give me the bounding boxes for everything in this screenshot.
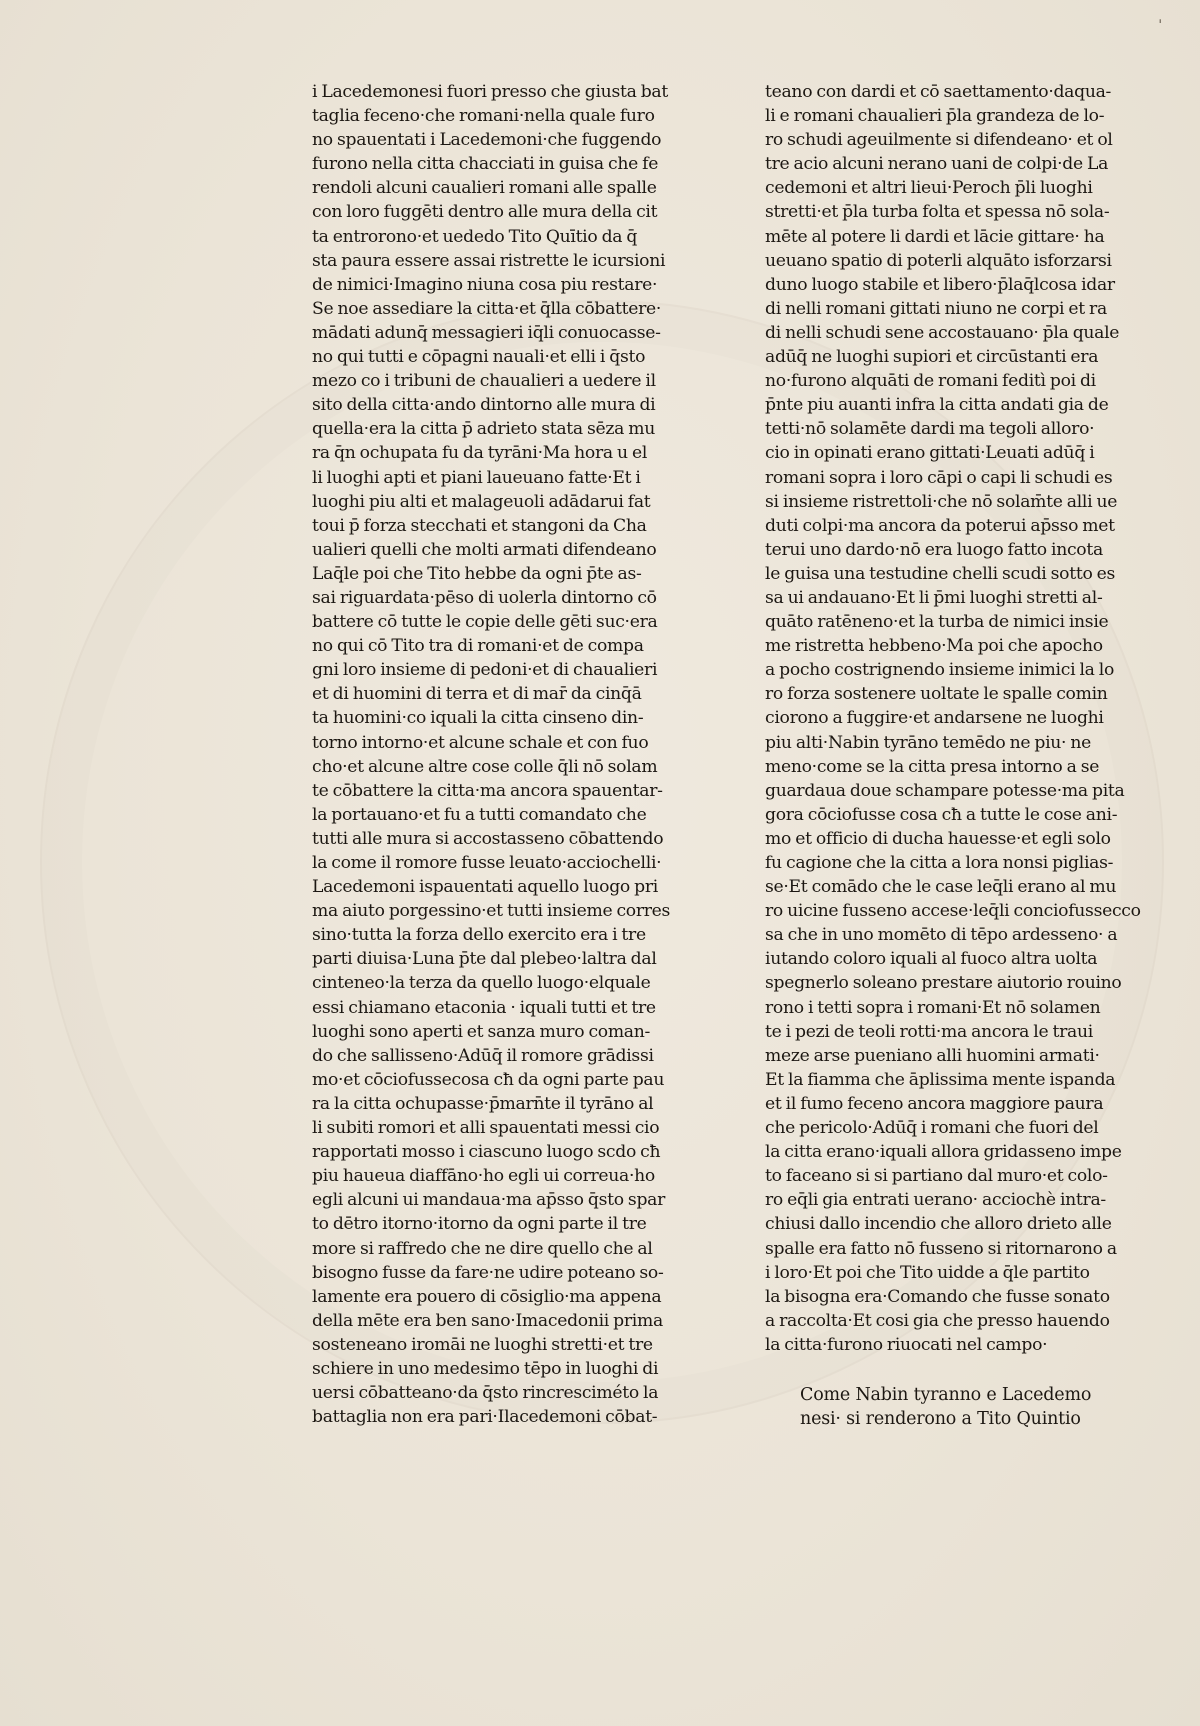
right-text-column: [765, 80, 1141, 1357]
text-line: more si raffredo che ne dire quello che al: [312, 1238, 653, 1259]
text-line: le guisa una testudine chelli scudi sotto es: [765, 563, 1116, 584]
text-line: sosteneano iromāi ne luoghi stretti·et tre: [312, 1334, 653, 1355]
text-line: ro uicine fusseno accese·leq̄li conciofussecco: [765, 901, 1141, 922]
text-line: te cōbattere la citta·ma ancora spauentar-: [312, 780, 663, 801]
text-line: i loro·Et poi che Tito uidde a q̄le partito: [765, 1262, 1090, 1283]
text-line: ro schudi ageuilmente si difendeano· et ol: [765, 130, 1113, 151]
text-line: chiusi dallo incendio che alloro drieto alle: [765, 1214, 1112, 1235]
text-line: piu haueua diaffāno·ho egli ui correua·ho: [312, 1166, 655, 1187]
text-line: la come il romore fusse leuato·acciochelli·: [312, 853, 662, 873]
text-line: luoghi sono aperti et sanza muro coman-: [312, 1021, 651, 1042]
text-line: si insieme ristrettoli·che nō solam̄te alli ue: [765, 491, 1118, 512]
text-line: la portauano·et fu a tutti comandato che: [312, 804, 647, 825]
text-line: ta huomini·co iquali la citta cinseno din-: [312, 708, 644, 729]
text-line: parti diuisa·Luna p̄te dal plebeo·laltra dal: [312, 949, 657, 970]
text-line: guardaua doue schampare potesse·ma pita: [765, 780, 1125, 801]
text-line: egli alcuni ui mandaua·ma ap̄sso q̄sto spar: [312, 1190, 666, 1211]
text-line: tetti·nō solamēte dardi ma tegoli alloro·: [765, 419, 1095, 440]
text-line: ciorono a fuggire·et andarsene ne luoghi: [765, 708, 1104, 729]
text-line: to faceano si si partiano dal muro·et colo-: [765, 1166, 1108, 1187]
text-line: tutti alle mura si accostasseno cōbattendo: [312, 828, 664, 849]
text-line: Se noe assediare la citta·et q̄lla cōbattere·: [312, 298, 662, 319]
text-line: terui uno dardo·nō era luogo fatto incota: [765, 539, 1103, 560]
text-line: della mēte era ben sano·Imacedonii prima: [312, 1310, 663, 1331]
text-line: spalle era fatto nō fusseno si ritornarono a: [765, 1238, 1117, 1259]
text-line: mezo co i tribuni de chaualieri a uedere il: [312, 371, 656, 392]
text-line: tre acio alcuni nerano uani de colpi·de La: [765, 154, 1109, 175]
text-line: di nelli schudi sene accostauano· p̄la quale: [765, 322, 1120, 343]
text-line: gni loro insieme di pedoni·et di chaualieri: [312, 660, 658, 681]
text-line: Et la fiamma che āplissima mente ispanda: [765, 1069, 1116, 1090]
chapter-heading: [800, 1383, 1091, 1431]
text-line: quella·era la citta p̄ adrieto stata sēza mu: [312, 419, 656, 440]
text-line: sai riguardata·pēso di uolerla dintorno cō: [312, 587, 657, 608]
text-line: mādati adunq̄ messagieri iq̄li conuocasse-: [312, 322, 661, 343]
text-line: mo·et cōciofussecosa cħ da ogni parte pau: [312, 1069, 665, 1090]
text-line: quāto ratēneno·et la turba de nimici insie: [765, 612, 1109, 633]
text-line: stretti·et p̄la turba folta et spessa nō sola-: [765, 202, 1110, 223]
text-line: la citta·furono riuocati nel campo·: [765, 1334, 1048, 1355]
text-line: romani sopra i loro cāpi o capi li schudi es: [765, 467, 1113, 488]
text-line: et il fumo feceno ancora maggiore paura: [765, 1093, 1104, 1114]
text-line: che pericolo·Adūq̄ i romani che fuori del: [765, 1118, 1099, 1139]
text-line: piu alti·Nabin tyrāno temēdo ne piu· ne: [765, 732, 1092, 753]
text-line: rono i tetti sopra i romani·Et nō solamen: [765, 997, 1101, 1018]
text-line: mo et officio di ducha hauesse·et egli solo: [765, 828, 1111, 849]
text-line: la citta erano·iquali allora gridasseno impe: [765, 1142, 1122, 1163]
text-line: de nimici·Imagino niuna cosa piu restare·: [312, 274, 658, 295]
text-line: bisogno fusse da fare·ne udire poteano so-: [312, 1262, 664, 1283]
text-line: sino·tutta la forza dello exercito era i tre: [312, 925, 646, 946]
text-line: li e romani chaualieri p̄la grandeza de lo-: [765, 106, 1105, 127]
text-line: sta paura essere assai ristrette le icursioni: [312, 250, 666, 271]
text-line: cho·et alcune altre cose colle q̄li nō solam: [312, 756, 658, 777]
text-line: torno intorno·et alcune schale et con fuo: [312, 732, 649, 753]
text-line: di nelli romani gittati niuno ne corpi et ra: [765, 298, 1107, 319]
text-line: do che sallisseno·Adūq̄ il romore grādissi: [312, 1045, 654, 1066]
text-line: Laq̄le poi che Tito hebbe da ogni p̄te as-: [312, 563, 642, 584]
text-line: rendoli alcuni caualieri romani alle spalle: [312, 178, 657, 199]
text-line: no qui tutti e cōpagni nauali·et elli i q̄sto: [312, 347, 646, 368]
text-line: ro forza sostenere uoltate le spalle comin: [765, 684, 1108, 705]
text-line: i Lacedemonesi fuori presso che giusta bat: [312, 82, 668, 102]
text-line: teano con dardi et cō saettamento·daqua-: [765, 82, 1112, 102]
text-line: no·furono alquāti de romani feditì poi di: [765, 371, 1096, 392]
text-line: sito della citta·ando dintorno alle mura di: [312, 395, 656, 416]
text-line: li luoghi apti et piani laueuano fatte·Et i: [312, 467, 641, 488]
text-line: cinteneo·la terza da quello luogo·elquale: [312, 973, 651, 994]
text-line: spegnerlo soleano prestare aiutorio rouino: [765, 973, 1122, 994]
text-line: adūq̄ ne luoghi supiori et circūstanti era: [765, 347, 1099, 368]
text-line: battere cō tutte le copie delle gēti suc·era: [312, 612, 658, 633]
text-line: Lacedemoni ispauentati aquello luogo pri: [312, 877, 658, 898]
text-line: et di huomini di terra et di mar̄ da cinq̄ā: [312, 684, 642, 705]
text-line: mēte al potere li dardi et lācie gittare· ha: [765, 226, 1105, 247]
text-line: ro eq̄li gia entrati uerano· acciochè intra-: [765, 1190, 1106, 1211]
text-line: gora cōciofusse cosa cħ a tutte le cose ani-: [765, 804, 1118, 825]
text-line: p̄nte piu auanti infra la citta andati gia de: [765, 395, 1109, 416]
text-line: rapportati mosso i ciascuno luogo scdo cħ: [312, 1142, 661, 1163]
text-line: iutando coloro iquali al fuoco altra uolta: [765, 949, 1098, 970]
text-line: no qui cō Tito tra di romani·et de compa: [312, 636, 644, 657]
text-line: li subiti romori et alli spauentati messi cio: [312, 1118, 660, 1139]
text-line: lamente era pouero di cōsiglio·ma appena: [312, 1286, 662, 1307]
heading-line-1: Come Nabin tyranno e Lacedemo: [800, 1385, 1092, 1405]
margin-mark: ˌ: [1158, 6, 1163, 25]
left-text-column: [312, 80, 672, 1429]
text-line: battaglia non era pari·Ilacedemoni cōbat-: [312, 1407, 658, 1428]
text-line: schiere in uno medesimo tēpo in luoghi di: [312, 1358, 659, 1379]
text-line: sa che in uno momēto di tēpo ardesseno· a: [765, 925, 1118, 946]
text-line: taglia feceno·che romani·nella quale furo: [312, 106, 655, 127]
heading-line-2: nesi· si renderono a Tito Quintio: [800, 1409, 1081, 1430]
text-line: se·Et comādo che le case leq̄li erano al mu: [765, 877, 1117, 898]
text-line: uersi cōbatteano·da q̄sto rincresciméto la: [312, 1383, 659, 1404]
text-line: a pocho costrignendo insieme inimici la lo: [765, 660, 1114, 681]
text-line: cedemoni et altri lieui·Peroch p̄li luoghi: [765, 178, 1093, 199]
text-line: cio in opinati erano gittati·Leuati adūq̄ i: [765, 443, 1095, 464]
text-line: sa ui andauano·Et li p̄mi luoghi stretti al-: [765, 587, 1103, 608]
text-line: me ristretta hebbeno·Ma poi che apocho: [765, 636, 1103, 657]
text-line: ma aiuto porgessino·et tutti insieme corres: [312, 901, 671, 922]
text-line: toui p̄ forza stecchati et stangoni da Cha: [312, 515, 647, 536]
text-line: furono nella citta chacciati in guisa che fe: [312, 154, 659, 175]
text-line: a raccolta·Et cosi gia che presso hauendo: [765, 1310, 1110, 1331]
text-line: duno luogo stabile et libero·p̄laq̄lcosa idar: [765, 274, 1115, 295]
text-line: ueuano spatio di poterli alquāto isforzarsi: [765, 250, 1112, 271]
text-line: duti colpi·ma ancora da poterui ap̄sso met: [765, 515, 1115, 536]
text-line: te i pezi de teoli rotti·ma ancora le traui: [765, 1021, 1093, 1042]
text-line: meze arse pueniano alli huomini armati·: [765, 1045, 1100, 1066]
text-line: con loro fuggēti dentro alle mura della cit: [312, 202, 658, 223]
text-line: fu cagione che la citta a lora nonsi piglias-: [765, 853, 1114, 873]
text-line: essi chiamano etaconia · iquali tutti et tre: [312, 997, 656, 1018]
text-line: no spauentati i Lacedemoni·che fuggendo: [312, 130, 662, 151]
text-line: luoghi piu alti et malageuoli adādarui fat: [312, 491, 651, 512]
text-line: meno·come se la citta presa intorno a se: [765, 756, 1100, 777]
text-line: ra la citta ochupasse·p̄marn̄te il tyrāno al: [312, 1093, 654, 1114]
text-line: la bisogna era·Comando che fusse sonato: [765, 1286, 1110, 1307]
text-line: to dētro itorno·itorno da ogni parte il tre: [312, 1214, 647, 1235]
text-line: ta entrorono·et uededo Tito Quītio da q̄: [312, 226, 638, 247]
text-line: ualieri quelli che molti armati difendeano: [312, 539, 657, 560]
text-line: ra q̄n ochupata fu da tyrāni·Ma hora u el: [312, 443, 648, 464]
